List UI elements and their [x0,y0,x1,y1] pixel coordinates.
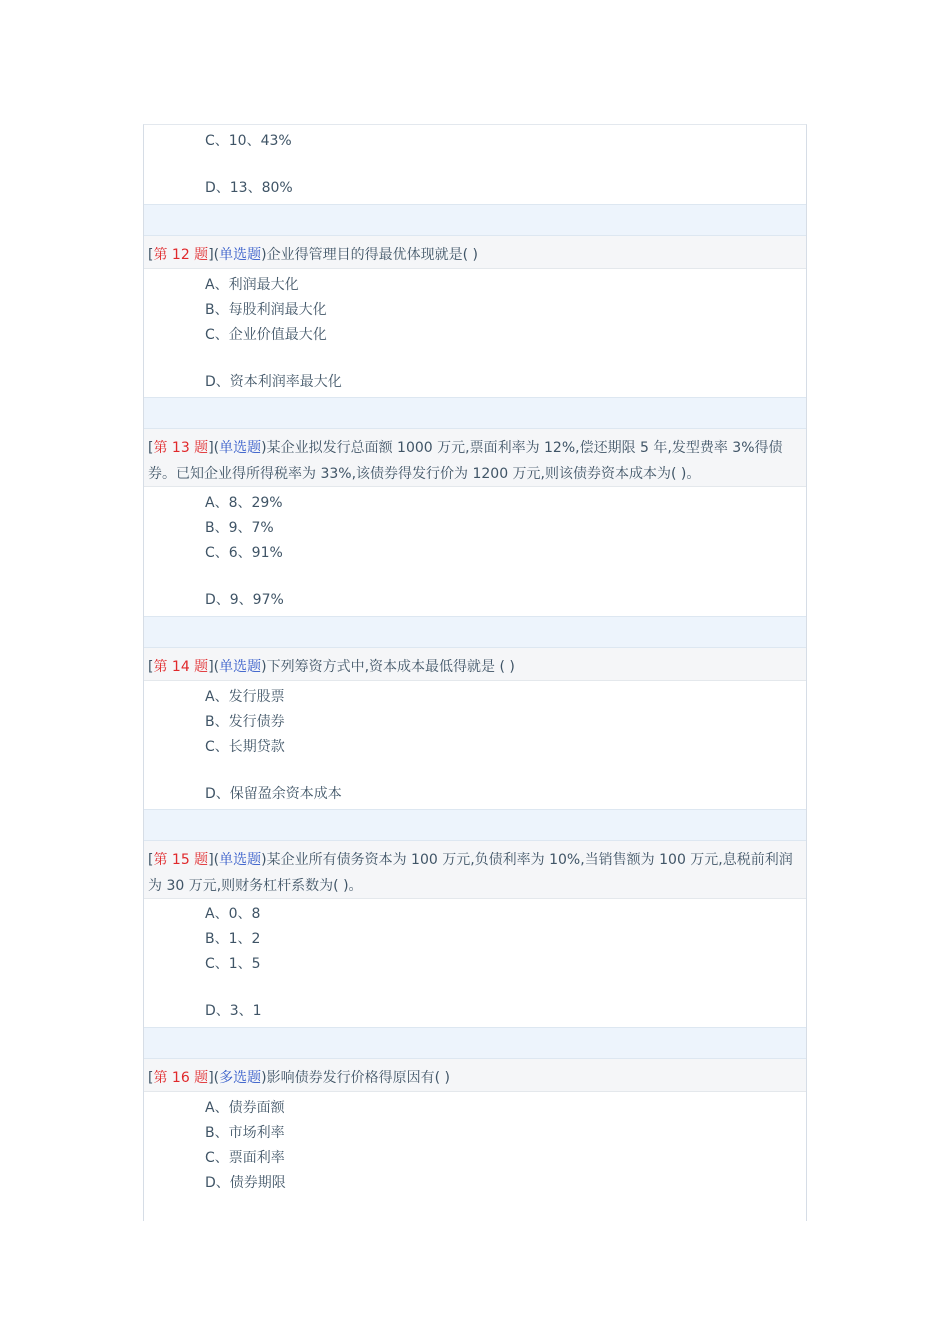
question-text: 某企业拟发行总面额 1000 万元,票面利率为 12%,偿还期限 5 年,发型费率 3%得债券。已知企业得所得税率为 33%,该债券得发行价为 1200 万元,则该债券资本成本为( )。 [148,440,783,482]
question-separator [144,616,806,648]
question-number: 第 15 题 [153,852,209,868]
bracket-open: [ [148,247,154,263]
question-type: 单选题 [219,852,262,868]
question-text: 影响债券发行价格得原因有( ) [266,1070,450,1086]
question-number: 第 14 题 [153,659,209,675]
bracket-mid: ]( [208,1070,220,1086]
bracket-close: ) [261,1070,267,1086]
bracket-open: [ [148,440,154,456]
bracket-open: [ [148,1070,154,1086]
option-d-q12[interactable]: D、资本利润率最大化 [205,374,342,390]
question-sheet [143,124,807,1221]
option-c-q15[interactable]: C、1、5 [205,956,261,972]
bracket-open: [ [148,852,154,868]
option-b-q15[interactable]: B、1、2 [205,931,261,947]
bracket-close: ) [261,852,267,868]
question-header-16 [144,1059,806,1092]
question-separator [144,204,806,236]
question-separator [144,809,806,841]
bracket-mid: ]( [208,440,220,456]
question-text: 某企业所有债务资本为 100 万元,负债利率为 10%,当销售额为 100 万元,息税前利润为 30 万元,则财务杠杆系数为( )。 [148,852,793,894]
option-d-q14[interactable]: D、保留盈余资本成本 [205,786,342,802]
option-d-q15[interactable]: D、3、1 [205,1003,262,1019]
question-number: 第 13 题 [153,440,209,456]
bracket-mid: ]( [208,659,220,675]
bracket-close: ) [261,659,267,675]
option-a-q13[interactable]: A、8、29% [205,495,283,511]
question-number: 第 16 题 [153,1070,209,1086]
option-d-q16[interactable]: D、债券期限 [205,1175,286,1191]
option-c-q12[interactable]: C、企业价值最大化 [205,327,327,343]
bracket-close: ) [261,440,267,456]
option-a-q14[interactable]: A、发行股票 [205,689,285,705]
bracket-close: ) [261,247,267,263]
option-a-q15[interactable]: A、0、8 [205,906,261,922]
option-b-q14[interactable]: B、发行债券 [205,714,285,730]
option-d-q13[interactable]: D、9、97% [205,592,284,608]
question-header-12 [144,236,806,269]
question-type: 单选题 [219,659,262,675]
bracket-mid: ]( [208,247,220,263]
question-type: 单选题 [219,440,262,456]
question-separator [144,397,806,429]
question-type: 单选题 [219,247,262,263]
option-c-q13[interactable]: C、6、91% [205,545,283,561]
question-text: 企业得管理目的得最优体现就是( ) [266,247,478,263]
question-header-15 [144,841,806,899]
option-b-q13[interactable]: B、9、7% [205,520,274,536]
option-c-q11[interactable]: C、10、43% [205,133,292,149]
option-c-q14[interactable]: C、长期贷款 [205,739,285,755]
question-number: 第 12 题 [153,247,209,263]
option-a-q12[interactable]: A、利润最大化 [205,277,299,293]
question-text: 下列筹资方式中,资本成本最低得就是 ( ) [266,659,515,675]
question-type: 多选题 [219,1070,262,1086]
question-header-14 [144,648,806,681]
option-c-q16[interactable]: C、票面利率 [205,1150,285,1166]
bracket-open: [ [148,659,154,675]
option-d-q11[interactable]: D、13、80% [205,180,293,196]
option-b-q12[interactable]: B、每股利润最大化 [205,302,327,318]
bracket-mid: ]( [208,852,220,868]
option-a-q16[interactable]: A、债券面额 [205,1100,285,1116]
question-separator [144,1027,806,1059]
question-header-13 [144,429,806,487]
option-b-q16[interactable]: B、市场利率 [205,1125,285,1141]
